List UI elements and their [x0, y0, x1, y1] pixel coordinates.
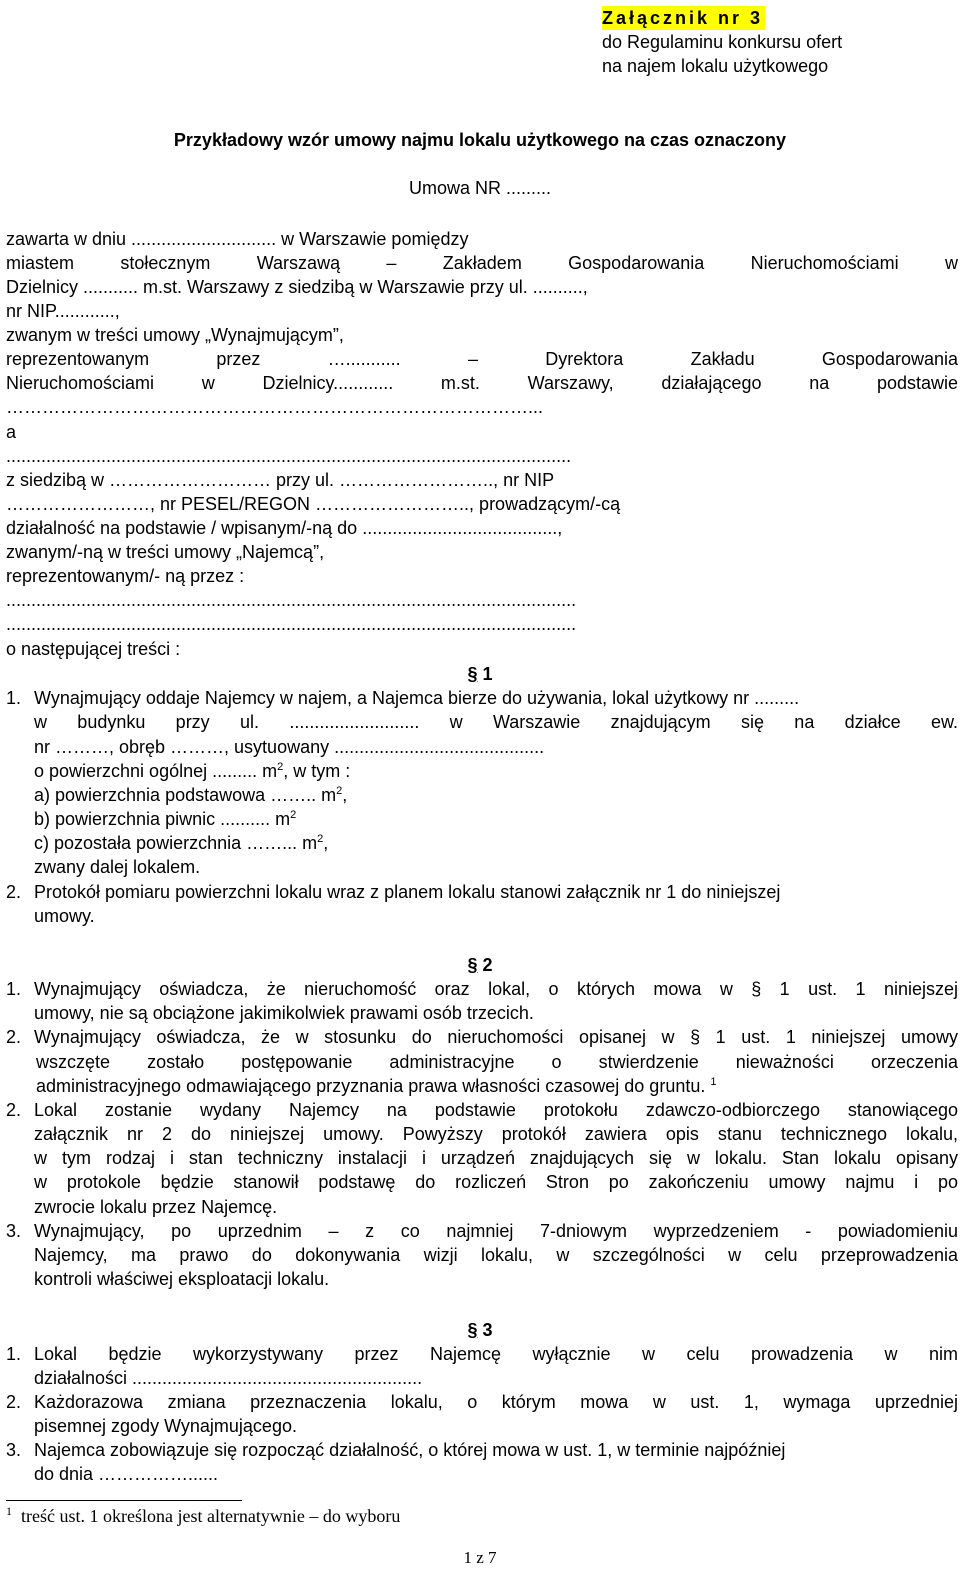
- footnote-mark: 1: [6, 1504, 12, 1518]
- superscript: 2: [317, 833, 324, 845]
- section-3-heading: [0, 1318, 960, 1342]
- section-number: 1: [482, 664, 493, 684]
- intro-line: reprezentowanym przez …........... – Dyrektora Zakładu Gospodarowania: [6, 349, 958, 369]
- intro-line: o następującej treści :: [6, 639, 181, 659]
- intro-line: ..................................................................................................................: [6, 614, 577, 634]
- section-2-text: w tym rodzaj i stan techniczny instalacji i urządzeń znajdujących się w lokalu. Stan lokalu opisany: [34, 1148, 958, 1168]
- section-2-text: Wynajmujący oświadcza, że nieruchomość oraz lokal, o których mowa w § 1 ust. 1 niniejszej: [34, 979, 958, 999]
- section-1-text: c) pozostała powierzchnia ……... $m^2$,: [34, 833, 329, 853]
- paragraph-mark: §: [467, 955, 478, 975]
- superscript: 2: [290, 809, 297, 821]
- section-2-text: w protokole będzie stanowił podstawę do rozliczeń Stron po zakończeniu umowy najmu i po: [34, 1172, 958, 1192]
- section-3-text: do dnia ……………......: [34, 1464, 219, 1484]
- section-2-heading: [0, 953, 960, 977]
- section-1-text: w budynku przy ul. .......................... w Warszawie znajdującym się na działce ew.: [34, 712, 958, 732]
- footnote-separator: [6, 1500, 242, 1501]
- section-number: 2: [482, 955, 493, 975]
- section-1-text: a) powierzchnia podstawowa …….. $m^2$,: [34, 785, 348, 805]
- area-c: c) pozostała powierzchnia ……... m: [34, 833, 318, 853]
- attachment-line-2: na najem lokalu użytkowego: [602, 56, 829, 76]
- item-number: 2.: [6, 882, 22, 902]
- section-2-line: administracyjnego odmawiającego przyznania prawa własności czasowej do gruntu.: [36, 1076, 706, 1096]
- section-2-text: załącznik nr 2 do niniejszej umowy. Powyższy protokół zawiera opis stanu technicznego lokalu,: [34, 1124, 958, 1144]
- area-a: a) powierzchnia podstawowa …….. m: [34, 785, 337, 805]
- intro-line: ……………………, nr PESEL/REGON …………………….., prowadzącym/-cą: [6, 494, 621, 514]
- intro-line: .................................................................................................................: [6, 446, 572, 466]
- attachment-title: Załącznik nr 3: [602, 8, 764, 28]
- intro-line: a: [6, 422, 17, 442]
- superscript: 2: [336, 785, 343, 797]
- section-2-text: kontroli właściwej eksploatacji lokalu.: [34, 1269, 330, 1289]
- attachment-header: [602, 6, 952, 78]
- area-total: o powierzchni ogólnej ......... m: [34, 761, 278, 781]
- footnote: [6, 1504, 400, 1528]
- section-2-text: wszczęte zostało postępowanie administracyjne o stwierdzenie nieważności orzeczenia: [36, 1052, 958, 1072]
- intro-line: miastem stołecznym Warszawą – Zakładem Gospodarowania Nieruchomościami w: [6, 253, 958, 273]
- superscript: 2: [277, 761, 284, 773]
- attachment-line-1: do Regulaminu konkursu ofert: [602, 32, 843, 52]
- section-3-text: pisemnej zgody Wynajmującego.: [34, 1416, 297, 1436]
- item-number: 1.: [6, 979, 22, 999]
- document-title: Przykładowy wzór umowy najmu lokalu użytkowego na czas oznaczony: [173, 130, 787, 150]
- item-number: 2.: [6, 1100, 22, 1120]
- intro-line: z siedzibą w ……………………… przy ul. …………………….., nr NIP: [6, 470, 555, 490]
- footnote-text: treść ust. 1 określona jest alternatywnie – do wyboru: [21, 1506, 401, 1526]
- item-number: 2.: [6, 1027, 22, 1047]
- section-2-text: Lokal zostanie wydany Najemcy na podstawie protokołu zdawczo-odbiorczego stanowiącego: [34, 1100, 958, 1120]
- intro-line: Dzielnicy ........... m.st. Warszawy z siedzibą w Warszawie przy ul. ..........,: [6, 277, 588, 297]
- section-3-text: Każdorazowa zmiana przeznaczenia lokalu, o którym mowa w ust. 1, wymaga uprzedniej: [34, 1392, 958, 1412]
- item-number: 1.: [6, 1344, 22, 1364]
- paragraph-mark: §: [467, 1320, 478, 1340]
- section-1-text: zwany dalej lokalem.: [34, 857, 201, 877]
- intro-line: zwanym w treści umowy „Wynajmującym”,: [6, 325, 344, 345]
- section-2-text: Wynajmujący oświadcza, że w stosunku do nieruchomości opisanej w § 1 ust. 1 niniejszej umowy: [34, 1027, 958, 1047]
- intro-line: nr NIP............,: [6, 301, 120, 321]
- area-total-suffix: , w tym :: [283, 761, 351, 781]
- intro-line: ..................................................................................................................: [6, 590, 577, 610]
- item-number: 1.: [6, 688, 22, 708]
- section-number: 3: [482, 1320, 493, 1340]
- section-1-text: Wynajmujący oddaje Najemcy w najem, a Najemca bierze do używania, lokal użytkowy nr .........: [34, 688, 800, 708]
- section-1-text: Protokół pomiaru powierzchni lokalu wraz z planem lokalu stanowi załącznik nr 1 do niniejszej: [34, 882, 781, 902]
- item-number: 2.: [6, 1392, 22, 1412]
- section-1-heading: [0, 662, 960, 686]
- section-1-text: [34, 759, 350, 783]
- intro-line: Nieruchomościami w Dzielnicy............ m.st. Warszawy, działającego na podstawie: [6, 373, 958, 393]
- section-2-text: zwrocie lokalu przez Najemcę.: [34, 1197, 278, 1217]
- section-1-text: [34, 807, 296, 831]
- section-3-text: Najemca zobowiązuje się rozpocząć działalność, o której mowa w ust. 1, w terminie najpóźniej: [34, 1440, 786, 1460]
- section-2-text: Najemcy, ma prawo do dokonywania wizji lokalu, w szczególności w celu przeprowadzenia: [34, 1245, 958, 1265]
- intro-line: zawarta w dniu ............................. w Warszawie pomiędzy: [6, 229, 469, 249]
- contract-number: Umowa NR .........: [408, 178, 552, 198]
- item-number: 3.: [6, 1221, 22, 1241]
- section-2-text: [36, 1074, 717, 1098]
- intro-line: działalność na podstawie / wpisanym/-ną do .......................................,: [6, 518, 563, 538]
- intro-line: reprezentowanym/- ną przez :: [6, 566, 245, 586]
- section-1-text: umowy.: [34, 906, 95, 926]
- item-number: 3.: [6, 1440, 22, 1460]
- intro-line: ……………………………………………………………………………...: [6, 397, 544, 417]
- section-2-text: umowy, nie są obciążone jakimikolwiek prawami osób trzecich.: [34, 1003, 534, 1023]
- intro-line: zwanym/-ną w treści umowy „Najemcą”,: [6, 542, 325, 562]
- section-3-text: Lokal będzie wykorzystywany przez Najemcę wyłącznie w celu prowadzenia w nim: [34, 1344, 958, 1364]
- section-3-text: działalności ..........................................................: [34, 1368, 423, 1388]
- section-2-text: Wynajmujący, po uprzednim – z co najmniej 7-dniowym wyprzedzeniem - powiadomieniu: [34, 1221, 958, 1241]
- area-b: b) powierzchnia piwnic .......... m: [34, 809, 291, 829]
- footnote-reference: 1: [710, 1076, 717, 1088]
- section-1-text: nr ………, obręb ………, usytuowany ..........................................: [34, 737, 545, 757]
- paragraph-mark: §: [467, 664, 478, 684]
- page-number: 1 z 7: [463, 1548, 497, 1567]
